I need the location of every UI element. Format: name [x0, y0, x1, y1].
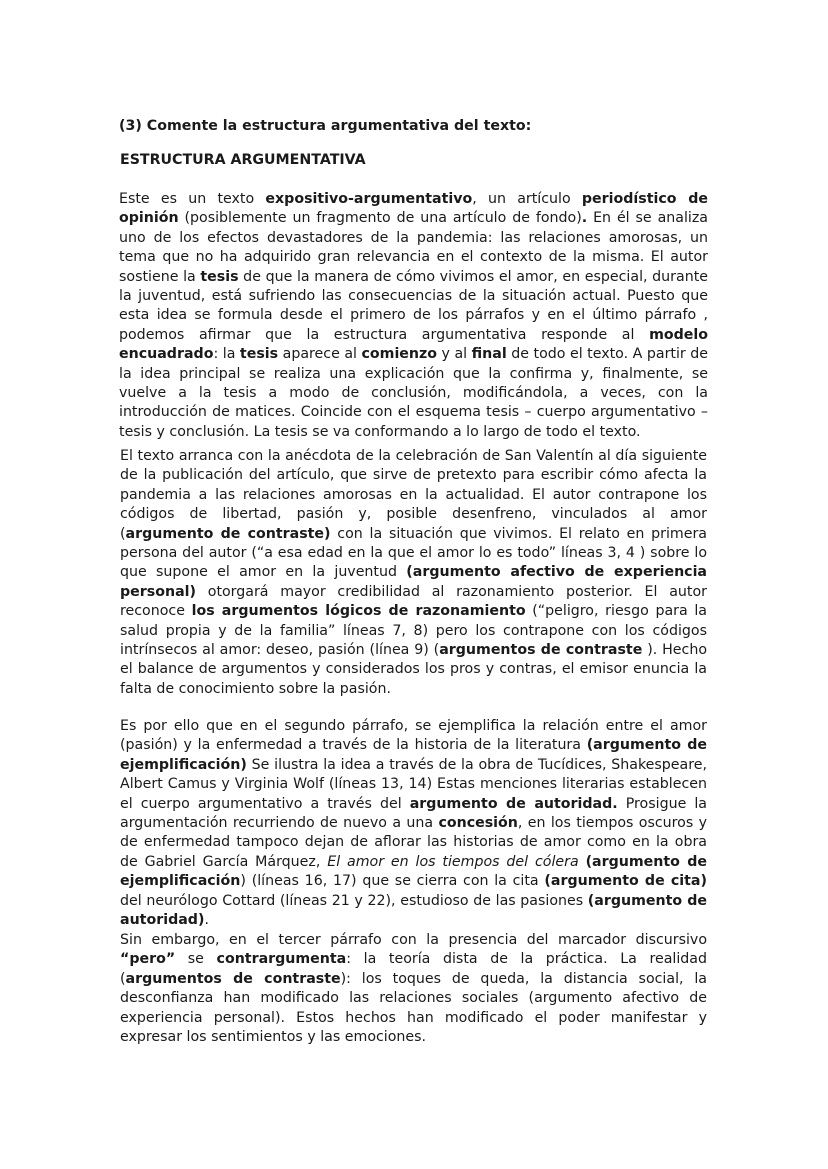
bold-text: comienzo [361, 346, 438, 363]
text-run: En él se analiza uno de los efectos devastadores de la pandemia: las relaciones amorosas, un tema que no ha adquirido gran relevancia en el contexto de la misma. El autor sostiene la [119, 210, 708, 285]
text-run: : la [213, 346, 240, 363]
text-run: ): los toques de queda, la distancia social, la desconfianza han modificado las relaciones sociales (argumento afectivo de experiencia personal). Estos hechos han modificado el poder manifestar y expresar los sentimientos y las emociones. [120, 970, 707, 1046]
bold-text: tesis [200, 268, 239, 285]
text-run: , en los tiempos oscuros y de enfermedad tampoco dejan de aflorar las historias de amor como en la obra de Gabriel García Márquez, [120, 815, 707, 870]
bold-text: argumento de contraste) [125, 525, 331, 542]
bold-text: (argumento afectivo de experiencia personal) [120, 564, 708, 600]
text-run: Este es un texto [119, 191, 266, 207]
bold-text: expositivo-argumentativo [265, 191, 473, 207]
bold-text: “pero” [120, 951, 176, 968]
bold-text: modelo encuadrado [119, 326, 708, 363]
text-run: de que la manera de cómo vivimos el amor, en especial, durante la juventud, está sufriendo las consecuencias de la situación actual. Puesto que esta idea se formula desde el primero de los párrafos y en el último párrafo , podemos afirmar que la estructura argumentativa responde al [119, 268, 708, 343]
italic-text: El amor en los tiempos del cólera [327, 853, 579, 870]
bold-text: periodístico de opinión [119, 191, 708, 227]
bold-text: concesión [438, 815, 518, 832]
paragraph-1 [119, 190, 708, 442]
bold-text: . [581, 210, 588, 227]
bold-text: tesis [239, 346, 279, 363]
text-run: se [175, 951, 217, 968]
bold-text: argumentos de contraste [439, 642, 643, 659]
bold-text: final [471, 346, 507, 363]
bold-text: argumento de autoridad. [409, 795, 618, 812]
text-run: Es por ello que en el segundo párrafo, se ejemplifica la relación entre el amor (pasión) y la enfermedad a través de la historia de la literatura [120, 718, 707, 754]
text-run: del neurólogo Cottard (líneas 21 y 22), estudioso de las pasiones [120, 892, 588, 909]
text-run: Se ilustra la idea a través de la obra de Tucídices, Shakespeare, Albert Camus y Virginia Wolf (líneas 13, 14) Estas menciones literarias establecen el cuerpo argumentativo a través del [120, 756, 707, 812]
text-run: : la teoría dista de la práctica. La realidad ( [120, 951, 708, 987]
text-run: ) (líneas 16, 17) que se cierra con la cita [240, 873, 545, 890]
bold-text: (argumento de ejemplificación [120, 853, 707, 890]
text-run [579, 854, 586, 870]
section-title: ESTRUCTURA ARGUMENTATIVA [120, 152, 366, 168]
text-run: Prosigue la argumentación recurriendo de nuevo a una [120, 795, 707, 832]
text-run: y al [437, 346, 472, 363]
paragraph-3 [120, 717, 707, 930]
bold-text: (argumento de ejemplificación) [120, 737, 707, 773]
text-run: otorgará mayor credibilidad al razonamiento posterior. El autor reconoce [120, 583, 707, 620]
bold-text: los argumentos lógicos de razonamiento [191, 603, 526, 620]
text-run: El texto arranca con la anécdota de la celebración de San Valentín al día siguiente de la publicación del artículo, que sirve de pretexto para escribir cómo afecta la pandemia a las relaciones amorosas en la actualidad. El autor contrapone los códigos de libertad, pasión y, posible desenfreno, vinculados al amor ( [120, 448, 707, 542]
text-run: de todo el texto. A partir de la idea principal se realiza una explicación que la confirma y, finalmente, se vuelve a la tesis a modo de conclusión, modificándola, a veces, con la introducción de matices. Coincide con el esquema tesis – cuerpo argumentativo – tesis y conclusión. La tesis se va conformando a lo largo de todo el texto. [119, 346, 709, 440]
bold-text: (argumento de autoridad) [120, 892, 707, 929]
bold-text: contrargumenta [216, 951, 347, 968]
text-run: . [204, 912, 209, 929]
text-run: (posiblemente un fragmento de una artículo de fondo) [178, 210, 582, 227]
bold-text: argumentos de contraste [125, 970, 341, 987]
bold-text: (argumento de cita) [544, 873, 707, 890]
text-run: Sin embargo, en el tercer párrafo con la presencia del marcador discursivo [120, 932, 707, 948]
question-heading: (3) Comente la estructura argumentativa del texto: [119, 118, 532, 134]
text-run: (“peligro, riesgo para la salud propia y de la familia” líneas 7, 8) pero los contrapone con los códigos intrínsecos al amor: deseo, pasión (línea 9) ( [120, 603, 707, 659]
text-run: aparece al [278, 346, 362, 363]
paragraph-2 [120, 447, 707, 699]
paragraph-4 [120, 931, 707, 1047]
text-run: , un artículo [472, 191, 582, 207]
text-run: ). Hecho el balance de argumentos y considerados los pros y contras, el emisor enuncia la falta de conocimiento sobre la pasión. [120, 642, 707, 697]
text-run: con la situación que vivimos. El relato en primera persona del autor (“a esa edad en la que el amor lo es todo” líneas 3, 4 ) sobre lo que supone el amor en la juventud [120, 525, 707, 581]
